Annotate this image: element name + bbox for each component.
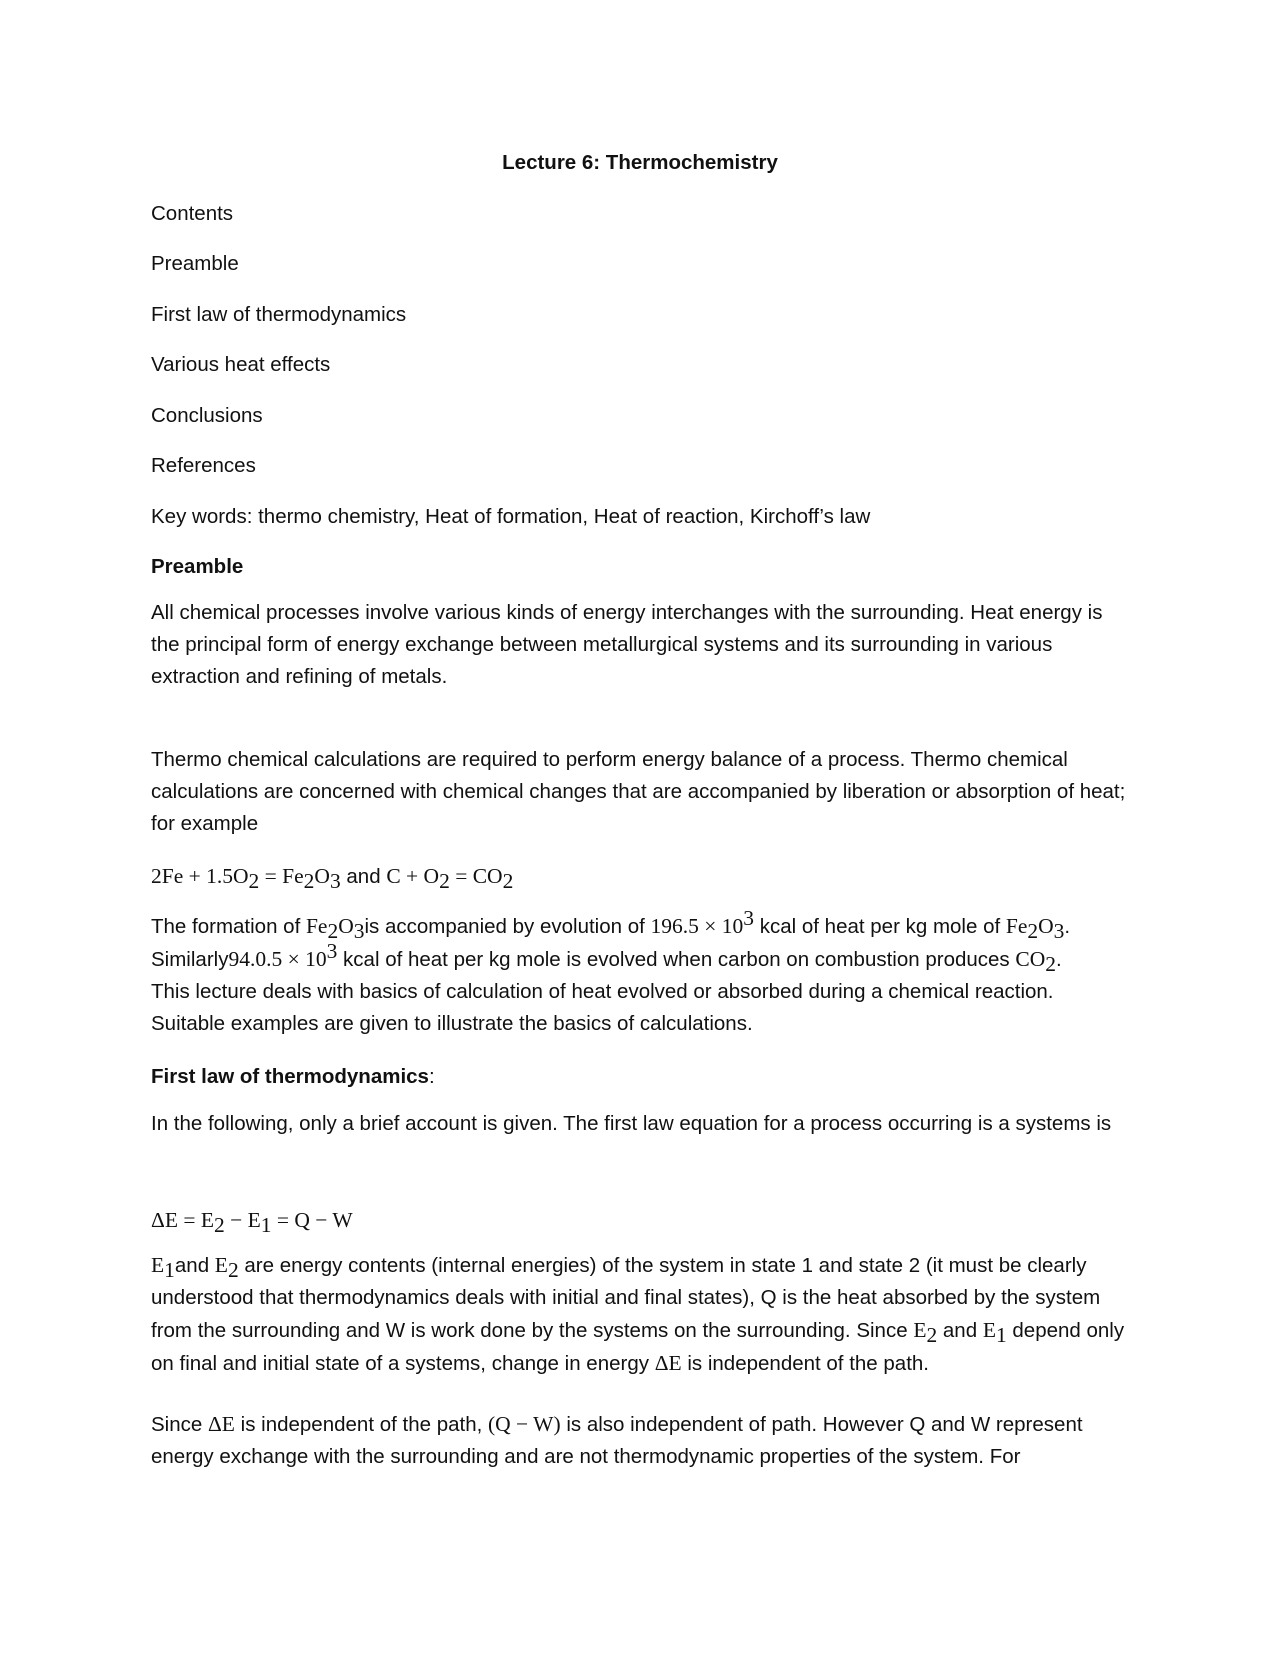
contents-item-heat-effects: Various heat effects: [151, 353, 331, 376]
reaction-equations: $2Fe + 1.5O_2 = Fe_2O_3$ and $C + O_2 = CO_2$: [151, 864, 514, 894]
first-law-equation: $\Delta E = E_2 - E_1 = Q - W$: [151, 1208, 353, 1238]
contents-item-preamble: Preamble: [151, 252, 239, 275]
contents-heading: Contents: [151, 202, 234, 225]
contents-item-references: References: [151, 454, 256, 477]
first-law-heading: First law of thermodynamics:: [151, 1065, 435, 1088]
preamble-paragraph-2: Thermo chemical calculations are required to perform energy balance of a process. Thermo chemical calculations are concerned with chemical changes that are accompanied by liberation or absorption of heat; for example: [151, 748, 1126, 835]
first-law-paragraph-1: In the following, only a brief account is given. The first law equation for a process occurring is a systems is: [151, 1112, 1112, 1135]
contents-item-conclusions: Conclusions: [151, 404, 263, 427]
preamble-paragraph-1: All chemical processes involve various kinds of energy interchanges with the surrounding. Heat energy is the principal form of energy exchange between metallurgical systems and its surrounding in various extraction and refining of metals.: [151, 601, 1103, 688]
contents-item-first-law: First law of thermodynamics: [151, 303, 407, 326]
first-law-paragraph-3: Since ΔE is independent of the path, (Q − W) is also independent of path. However Q and W represent energy exchange with the surrounding and are not thermodynamic properties of the system. For: [151, 1412, 1083, 1468]
preamble-paragraph-3: The formation of $Fe_2O_3is$ accompanied by evolution of $196.5 \times 10^3$ kcal of heat per kg mole of $Fe_2O_3$. Similarly94.0.5 × $10^3$ kcal of heat per kg mole is evolved when carbon on combustion produces $CO_2$. This lecture deals with basics of calculation of heat evolved or absorbed during a chemical reaction. Suitable examples are given to illustrate the basics of calculations.: [151, 906, 1071, 1035]
first-law-paragraph-2: $E_1and$ $E_2$ are energy contents (internal energies) of the system in state 1 and state 2 (it must be clearly understood that thermodynamics deals with initial and final states), Q is the heat absorbed by the system from the surrounding and W is work done by the systems on the surrounding. Since $E_2$ and $E_1$ depend only on final and initial state of a systems, change in energy ΔE is independent of the path.: [151, 1253, 1125, 1375]
preamble-heading: Preamble: [151, 555, 244, 578]
document-title: Lecture 6: Thermochemistry: [502, 151, 778, 174]
keywords: Key words: thermo chemistry, Heat of formation, Heat of reaction, Kirchoff’s law: [151, 505, 871, 528]
